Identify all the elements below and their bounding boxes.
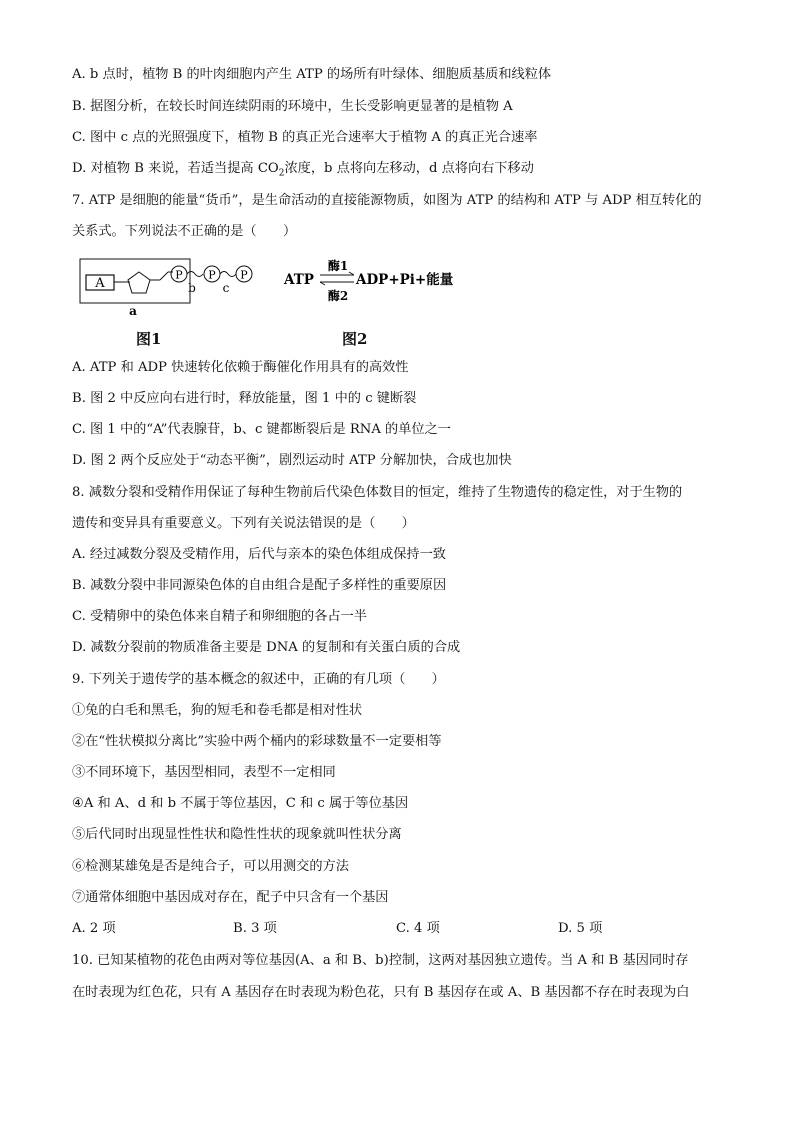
q7-stem-line2: 关系式。下列说法不正确的是（ ）: [72, 224, 297, 239]
q6-option-c: C. 图中 c 点的光照强度下，植物 B 的真正光合速率大于植物 A 的真正光合速率: [72, 130, 538, 145]
q9-item-7: ⑦通常体细胞中基因成对存在，配子中只含有一个基因: [72, 890, 389, 905]
q8-option-a: A. 经过减数分裂及受精作用，后代与亲本的染色体组成保持一致: [72, 547, 446, 562]
co2-subscript: 2: [278, 168, 285, 179]
bracket-a-label: a: [129, 304, 137, 318]
bond-b-label: b: [188, 281, 196, 295]
q10-stem-line1: 10. 已知某植物的花色由两对等位基因(A、a 和 B、b)控制，这两对基因独立遗传。当 A 和 B 基因同时存: [72, 953, 689, 968]
q9-item-3: ③不同环境下，基因型相同，表型不一定相同: [72, 765, 336, 780]
q7-option-a: A. ATP 和 ADP 快速转化依赖于酶催化作用具有的高效性: [72, 360, 409, 375]
q9-stem: 9. 下列关于遗传学的基本概念的叙述中，正确的有几项（ ）: [72, 672, 445, 687]
q9-item-2: ②在“性状模拟分离比”实验中两个桶内的彩球数量不一定要相等: [72, 734, 442, 749]
q9-item-1: ①兔的白毛和黑毛，狗的短毛和卷毛都是相对性状: [72, 703, 363, 718]
phosphate-3-label: P: [240, 268, 248, 282]
high-energy-bond-b: [187, 272, 203, 277]
q9-option-b: B. 3 项: [233, 921, 277, 936]
atp-adp-equation-figure: [282, 256, 462, 306]
q9-item-4: ④A 和 A、d 和 b 不属于等位基因，C 和 c 属于等位基因: [72, 796, 409, 811]
q8-option-c: C. 受精卵中的染色体来自精子和卵细胞的各占一半: [72, 609, 367, 624]
phosphate-1-label: P: [175, 268, 183, 282]
q9-option-c: C. 4 项: [396, 921, 440, 936]
q8-option-d: D. 减数分裂前的物质准备主要是 DNA 的复制和有关蛋白质的合成: [72, 640, 461, 655]
q9-item-5: ⑤后代同时出现显性性状和隐性性状的现象就叫性状分离: [72, 827, 402, 842]
q9-item-6: ⑥检测某雄兔是否是纯合子，可以用测交的方法: [72, 859, 349, 874]
q7-option-b: B. 图 2 中反应向右进行时，释放能量，图 1 中的 c 键断裂: [72, 391, 417, 406]
figure-2-caption: 图2: [342, 330, 368, 348]
phosphate-2-label: P: [208, 268, 216, 282]
q10-stem-line2: 在时表现为红色花，只有 A 基因存在时表现为粉色花，只有 B 基因存在或 A、B 基因都不存在时表现为白: [72, 985, 690, 1000]
q6-option-d-text: D. 对植物 B 来说，若适当提高 CO: [72, 161, 279, 176]
q7-stem-line1: 7. ATP 是细胞的能量“货币”，是生命活动的直接能源物质，如图为 ATP 的结构和 ATP 与 ADP 相互转化的: [72, 193, 702, 208]
equation-atp: ATP: [284, 272, 314, 288]
q6-option-b: B. 据图分析，在较长时间连续阴雨的环境中，生长受影响更显著的是植物 A: [72, 99, 513, 114]
q6-option-d-text-2: 浓度，b 点将向左移动，d 点将向右下移动: [284, 161, 534, 176]
ribose-pentagon: [128, 272, 150, 293]
enzyme-2-label: 酶2: [327, 289, 349, 303]
q8-option-b: B. 减数分裂中非同源染色体的自由组合是配子多样性的重要原因: [72, 578, 447, 593]
enzyme-1-label: 酶1: [327, 259, 349, 273]
high-energy-bond-c: [220, 272, 236, 277]
q7-option-d: D. 图 2 两个反应处于“动态平衡”，剧烈运动时 ATP 分解加快，合成也加快: [72, 453, 512, 468]
figure-1-caption: 图1: [136, 330, 162, 348]
atp-structure-figure: [74, 255, 264, 320]
q8-stem-line1: 8. 减数分裂和受精作用保证了每种生物前后代染色体数目的恒定，维持了生物遗传的稳定性，对于生物的: [72, 485, 683, 500]
q8-stem-line2: 遗传和变异具有重要意义。下列有关说法错误的是（ ）: [72, 516, 415, 531]
q6-option-a: A. b 点时，植物 B 的叶肉细胞内产生 ATP 的场所有叶绿体、细胞质基质和线粒体: [72, 67, 552, 82]
q9-option-d: D. 5 项: [558, 921, 603, 936]
q7-option-c: C. 图 1 中的“A”代表腺苷，b、c 键都断裂后是 RNA 的单位之一: [72, 422, 451, 437]
q9-option-a: A. 2 项: [72, 921, 116, 936]
q6-option-d: [72, 161, 534, 182]
equation-products: ADP+Pi+能量: [356, 272, 454, 288]
bond-c-label: c: [222, 281, 230, 295]
adenine-label: A: [95, 276, 105, 291]
